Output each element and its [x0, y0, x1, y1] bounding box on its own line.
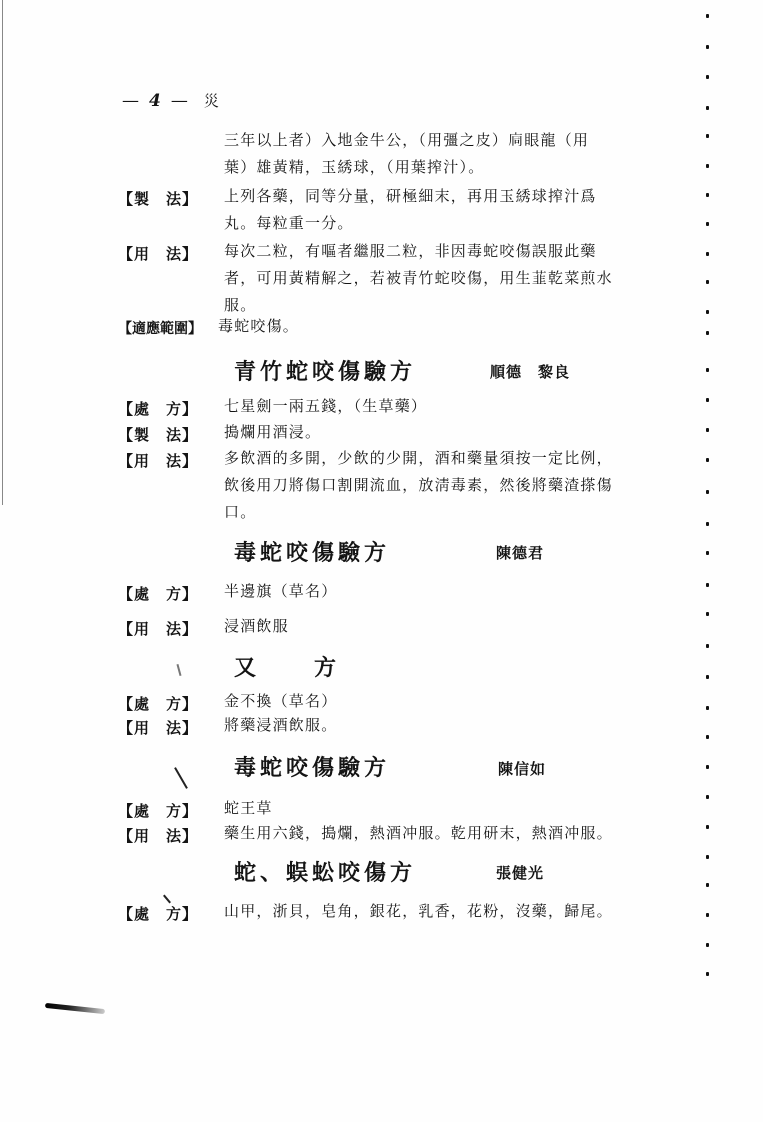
- entry-label-prescription: 【處 方】: [118, 802, 199, 820]
- entry-text-prescription: [224, 898, 664, 925]
- margin-dot: [706, 583, 709, 587]
- entry-text-usage: [224, 820, 664, 847]
- margin-dot-column: [706, 10, 712, 990]
- text-line: 每次二粒，有嘔者繼服二粒，非因毒蛇咬傷誤服此藥: [224, 242, 597, 260]
- entry-text-usage: [224, 712, 644, 739]
- text-line: 山甲，浙貝，皂角，銀花，乳香，花粉，沒藥，歸尾。: [224, 902, 613, 920]
- continuation-text: [224, 127, 644, 181]
- text-line: 七星劍一兩五錢，（生草藥）: [224, 397, 428, 415]
- entry-label-preparation: 【製 法】: [118, 190, 199, 208]
- page-number-dash-left: —: [122, 91, 141, 111]
- text-line: 毒蛇咬傷。: [218, 317, 300, 335]
- margin-dot: [706, 331, 709, 335]
- margin-dot: [706, 368, 709, 372]
- margin-dot: [706, 280, 709, 284]
- entry-label-prescription: 【處 方】: [118, 695, 199, 713]
- margin-dot: [706, 972, 709, 976]
- entry-text-prescription: [224, 688, 644, 715]
- stray-mark: [176, 664, 181, 676]
- margin-dot: [706, 45, 709, 49]
- margin-dot: [706, 428, 709, 432]
- margin-dot: [706, 913, 709, 917]
- text-line: 蛇王草: [224, 799, 273, 817]
- margin-dot: [706, 222, 709, 226]
- recipe-title: 蛇、蜈蚣咬傷方: [234, 860, 417, 886]
- entry-label-prescription: 【處 方】: [118, 905, 199, 923]
- recipe-author: 陳德君: [496, 544, 545, 562]
- margin-dot: [706, 398, 709, 402]
- recipe-title: 青竹蛇咬傷驗方: [234, 359, 417, 385]
- margin-dot: [706, 675, 709, 679]
- margin-dot: [706, 825, 709, 829]
- page-header: [122, 90, 221, 111]
- margin-dot: [706, 522, 709, 526]
- entry-label-indication: 【適應範圍】: [118, 321, 202, 337]
- text-line: 者，可用黃精解之，若被青竹蛇咬傷，用生韮乾菜煎水: [224, 269, 613, 287]
- margin-dot: [706, 612, 709, 616]
- margin-dot: [706, 551, 709, 555]
- text-line: 藥生用六錢，搗爛，熱酒冲服。乾用研末，熱酒冲服。: [224, 824, 613, 842]
- recipe-author: 張健光: [496, 864, 545, 882]
- entry-text-preparation: [224, 183, 644, 237]
- page-number-dash-right: —: [170, 91, 190, 111]
- margin-dot: [706, 252, 709, 256]
- margin-dot: [706, 943, 709, 947]
- text-line: 半邊旗（草名）: [224, 582, 338, 600]
- entry-label-usage: 【用 法】: [118, 452, 199, 470]
- entry-text-prescription: [224, 393, 644, 420]
- text-line: 浸酒飲服: [224, 617, 289, 635]
- margin-dot: [706, 883, 709, 887]
- margin-dot: [706, 75, 709, 79]
- text-line: 金不換（草名）: [224, 692, 338, 710]
- recipe-title: 又 方: [234, 655, 355, 681]
- margin-dot: [706, 106, 709, 110]
- binding-edge-line: [2, 0, 3, 505]
- entry-label-prescription: 【處 方】: [118, 585, 199, 603]
- margin-dot: [706, 644, 709, 648]
- margin-dot: [706, 855, 709, 859]
- entry-label-usage: 【用 法】: [118, 245, 199, 263]
- text-line: 上列各藥，同等分量，研極細末，再用玉綉球搾汁爲: [224, 187, 597, 205]
- margin-dot: [706, 490, 709, 494]
- entry-label-preparation: 【製 法】: [118, 426, 199, 444]
- ink-smudge: [45, 1003, 105, 1014]
- margin-dot: [706, 134, 709, 138]
- text-line: 搗爛用酒浸。: [224, 423, 322, 441]
- section-title: 災: [203, 92, 221, 110]
- entry-text-usage: [224, 613, 644, 640]
- entry-text-prescription: [224, 795, 644, 822]
- entry-text-preparation: [224, 419, 644, 446]
- text-line: 丸。每粒重一分。: [224, 214, 354, 232]
- margin-dot: [706, 193, 709, 197]
- entry-text-prescription: [224, 578, 644, 605]
- stray-mark: [174, 767, 188, 789]
- recipe-title: 毒蛇咬傷驗方: [234, 755, 391, 781]
- margin-dot: [706, 310, 709, 314]
- text-line: 飲後用刀將傷口割開流血，放淸毒素，然後將藥渣搽傷: [224, 476, 613, 494]
- margin-dot: [706, 735, 709, 739]
- entry-label-usage: 【用 法】: [118, 827, 199, 845]
- margin-dot: [706, 795, 709, 799]
- entry-text-usage: [224, 238, 644, 319]
- entry-label-usage: 【用 法】: [118, 620, 199, 638]
- margin-dot: [706, 14, 709, 18]
- entry-label-prescription: 【處 方】: [118, 400, 199, 418]
- recipe-title: 毒蛇咬傷驗方: [234, 540, 391, 566]
- text-line: 將藥浸酒飲服。: [224, 716, 338, 734]
- text-line: 三年以上者）入地金牛公，（用彊之皮）𢈉眼龍（用: [224, 131, 590, 149]
- recipe-author: 陳信如: [498, 760, 547, 778]
- margin-dot: [706, 765, 709, 769]
- text-line: 葉）雄黃精，玉綉球，（用葉搾汁）。: [224, 158, 485, 176]
- text-line: 服。: [224, 296, 257, 314]
- text-line: 口。: [224, 503, 257, 521]
- entry-label-usage: 【用 法】: [118, 719, 199, 737]
- recipe-author: 順德 黎良: [490, 363, 571, 381]
- text-line: 多飲酒的多開，少飲的少開，酒和藥量須按一定比例，: [224, 449, 613, 467]
- entry-text-usage: [224, 445, 644, 526]
- margin-dot: [706, 458, 709, 462]
- margin-dot: [706, 706, 709, 710]
- page-number: 4: [149, 91, 163, 111]
- margin-dot: [706, 164, 709, 168]
- entry-text-indication: [218, 313, 638, 340]
